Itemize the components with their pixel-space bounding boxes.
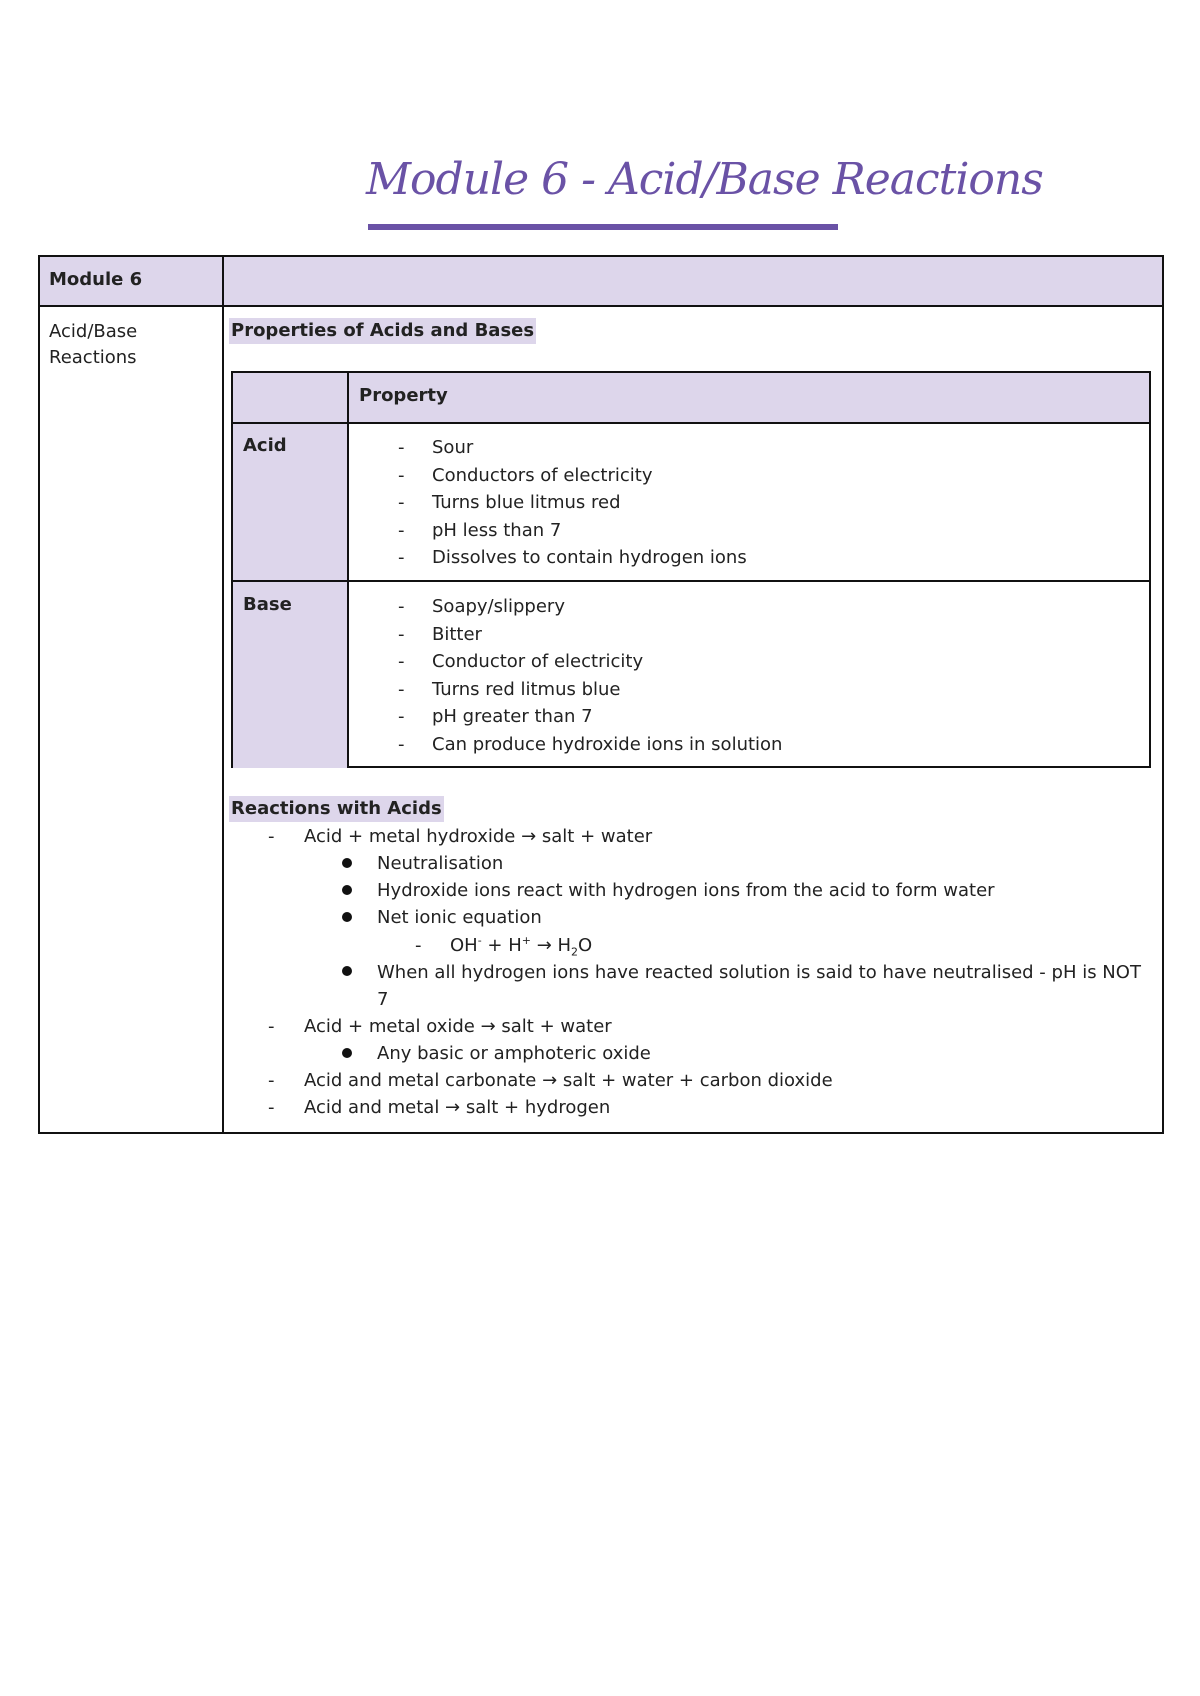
bullet-icon xyxy=(342,885,352,895)
reactions-heading: Reactions with Acids xyxy=(229,796,444,822)
bullet-icon xyxy=(342,858,352,868)
topic-label: Acid/Base Reactions xyxy=(49,321,138,368)
reaction-item: Acid and metal → salt + hydrogen xyxy=(304,1097,611,1118)
reaction-item: Acid + metal oxide → salt + water xyxy=(304,1016,612,1037)
bullet-icon xyxy=(342,966,352,976)
module-label: Module 6 xyxy=(49,269,143,290)
acid-property-list xyxy=(398,434,747,572)
reaction-item: Acid + metal hydroxide → salt + water xyxy=(304,826,653,847)
reaction-item: Acid and metal carbonate → salt + water + carbon dioxide xyxy=(304,1070,833,1091)
column-divider xyxy=(222,257,224,1132)
list-item: - Soapy/slippery xyxy=(398,593,782,621)
reaction-subitem: Neutralisation xyxy=(377,853,504,874)
list-item: - Can produce hydroxide ions in solution xyxy=(398,731,782,759)
reaction-subitem-continued: 7 xyxy=(377,989,389,1010)
bullet-icon xyxy=(342,1048,352,1058)
page-title: Module 6 - Acid/Base Reactions xyxy=(366,154,1043,205)
title-underline xyxy=(368,224,838,230)
list-item: - Conductor of electricity xyxy=(398,648,782,676)
list-item: - Turns blue litmus red xyxy=(398,489,747,517)
list-item: - pH less than 7 xyxy=(398,517,747,545)
net-ionic-equation: $OH^- + H^+ \to H_2O$ xyxy=(450,934,593,959)
reaction-subitem: Any basic or amphoteric oxide xyxy=(377,1043,651,1064)
reaction-subitem: Hydroxide ions react with hydrogen ions from the acid to form water xyxy=(377,880,995,901)
reaction-subitem: When all hydrogen ions have reacted solution is said to have neutralised - pH is NOT xyxy=(377,962,1141,983)
list-item: - Dissolves to contain hydrogen ions xyxy=(398,544,747,572)
inner-column-divider xyxy=(347,373,349,766)
list-item: - Conductors of electricity xyxy=(398,462,747,490)
properties-table xyxy=(231,371,1151,768)
properties-heading: Properties of Acids and Bases xyxy=(229,318,536,344)
module-table-header xyxy=(40,257,1162,307)
row-divider xyxy=(233,580,1149,582)
bullet-icon xyxy=(342,912,352,922)
list-item: - pH greater than 7 xyxy=(398,703,782,731)
list-item: - Bitter xyxy=(398,621,782,649)
list-item: - Sour xyxy=(398,434,747,462)
properties-table-header xyxy=(233,373,1149,424)
list-item: - Turns red litmus blue xyxy=(398,676,782,704)
property-column-header: Property xyxy=(359,385,448,406)
base-property-list xyxy=(398,593,782,758)
acid-label: Acid xyxy=(243,435,287,456)
base-label: Base xyxy=(243,594,292,615)
reaction-subitem: Net ionic equation xyxy=(377,907,542,928)
